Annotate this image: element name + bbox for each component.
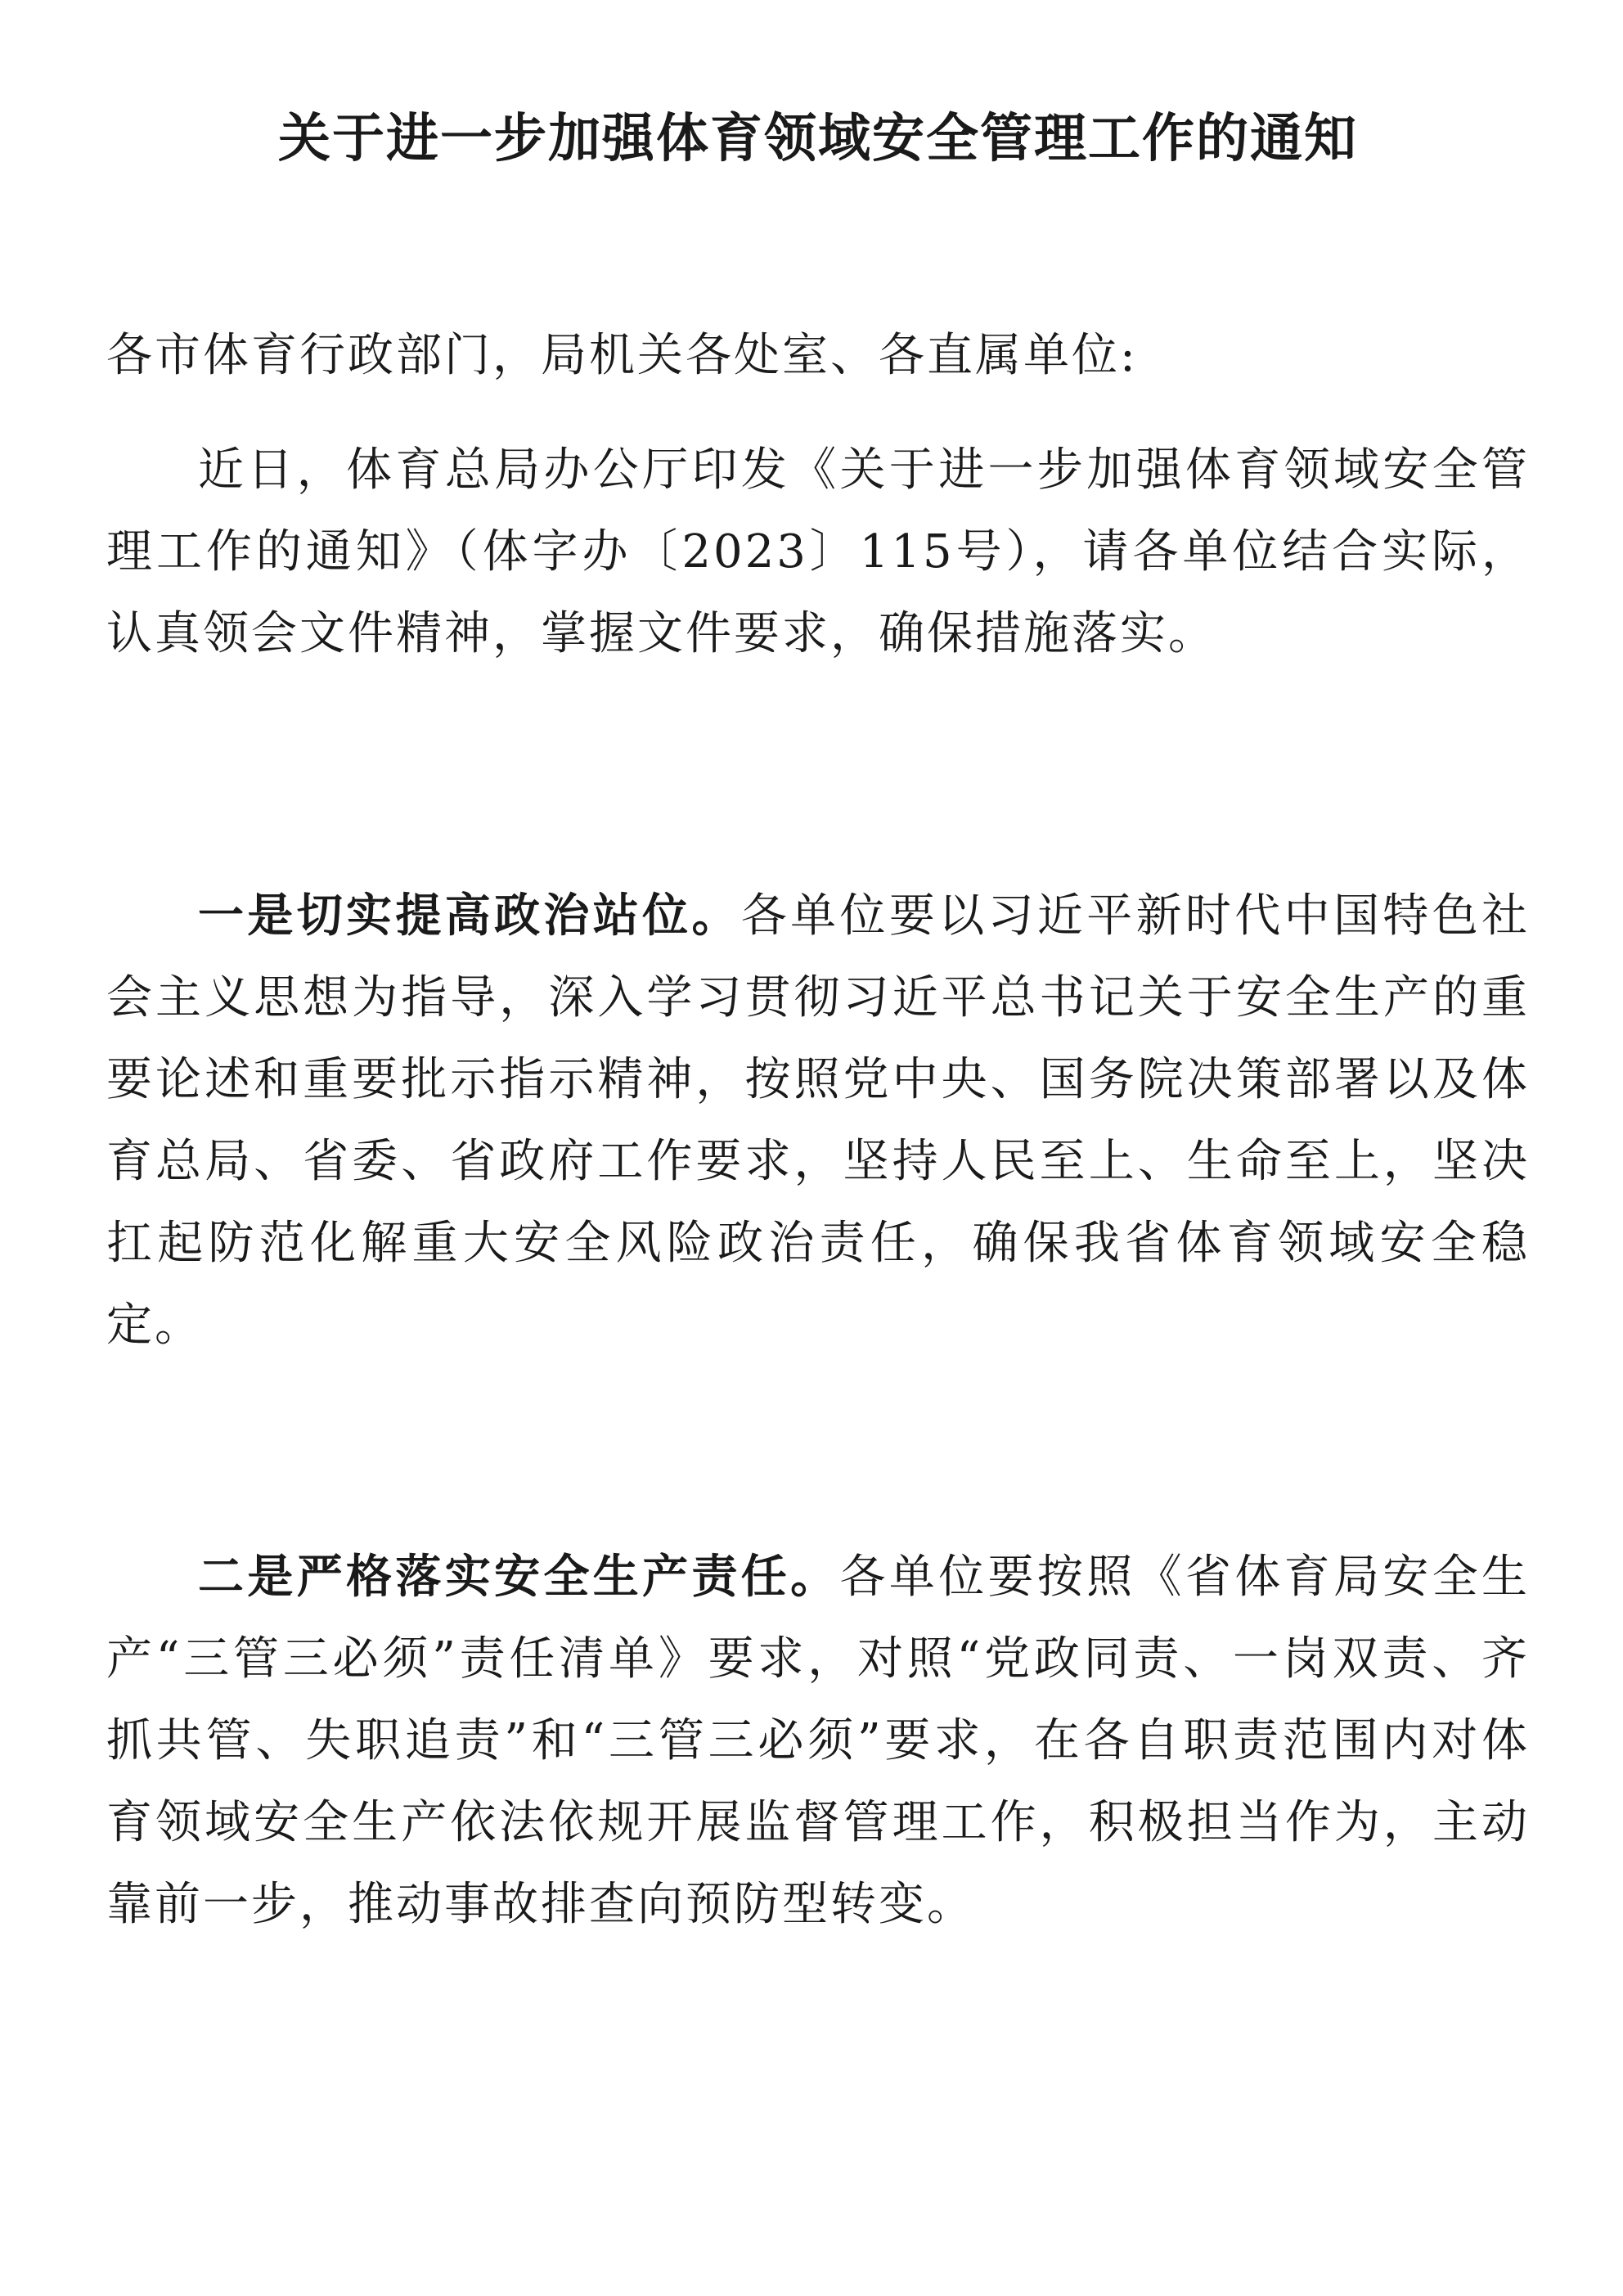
salutation: 各市体育行政部门，局机关各处室、各直属单位: (106, 329, 1138, 382)
paragraph-political-stance (106, 876, 1530, 1366)
paragraph-political-stance-lead: 一是切实提高政治站位。 (198, 889, 741, 943)
paragraph-intro-text: 近日，体育总局办公厅印发《关于进一步加强体育领域安全管理工作的通知》（体字办〔2023〕115号），请各单位结合实际，认真领会文件精神，掌握文件要求，确保措施落实。 (106, 443, 1530, 660)
paragraph-safety-responsibility-text: 各单位要按照《省体育局安全生产“三管三必须”责任清单》要求，对照“党政同责、一岗双责、齐抓共管、失职追责”和“三管三必须”要求，在各自职责范围内对体育领域安全生产依法依规开展监督管理工作，积极担当作为，主动靠前一步，推动事故排查向预防型转变。 (106, 1551, 1531, 1931)
paragraph-intro (106, 430, 1530, 675)
paragraph-political-stance-text: 各单位要以习近平新时代中国特色社会主义思想为指导，深入学习贯彻习近平总书记关于安全生产的重要论述和重要批示指示精神，按照党中央、国务院决策部署以及体育总局、省委、省政府工作要求，坚持人民至上、生命至上，坚决扛起防范化解重大安全风险政治责任，确保我省体育领域安全稳定。 (106, 889, 1531, 1352)
paragraph-safety-responsibility (106, 1537, 1530, 1946)
paragraph-safety-responsibility-lead: 二是严格落实安全生产责任。 (198, 1551, 840, 1604)
document-title: 关于进一步加强体育领域安全管理工作的通知 (278, 109, 1358, 169)
